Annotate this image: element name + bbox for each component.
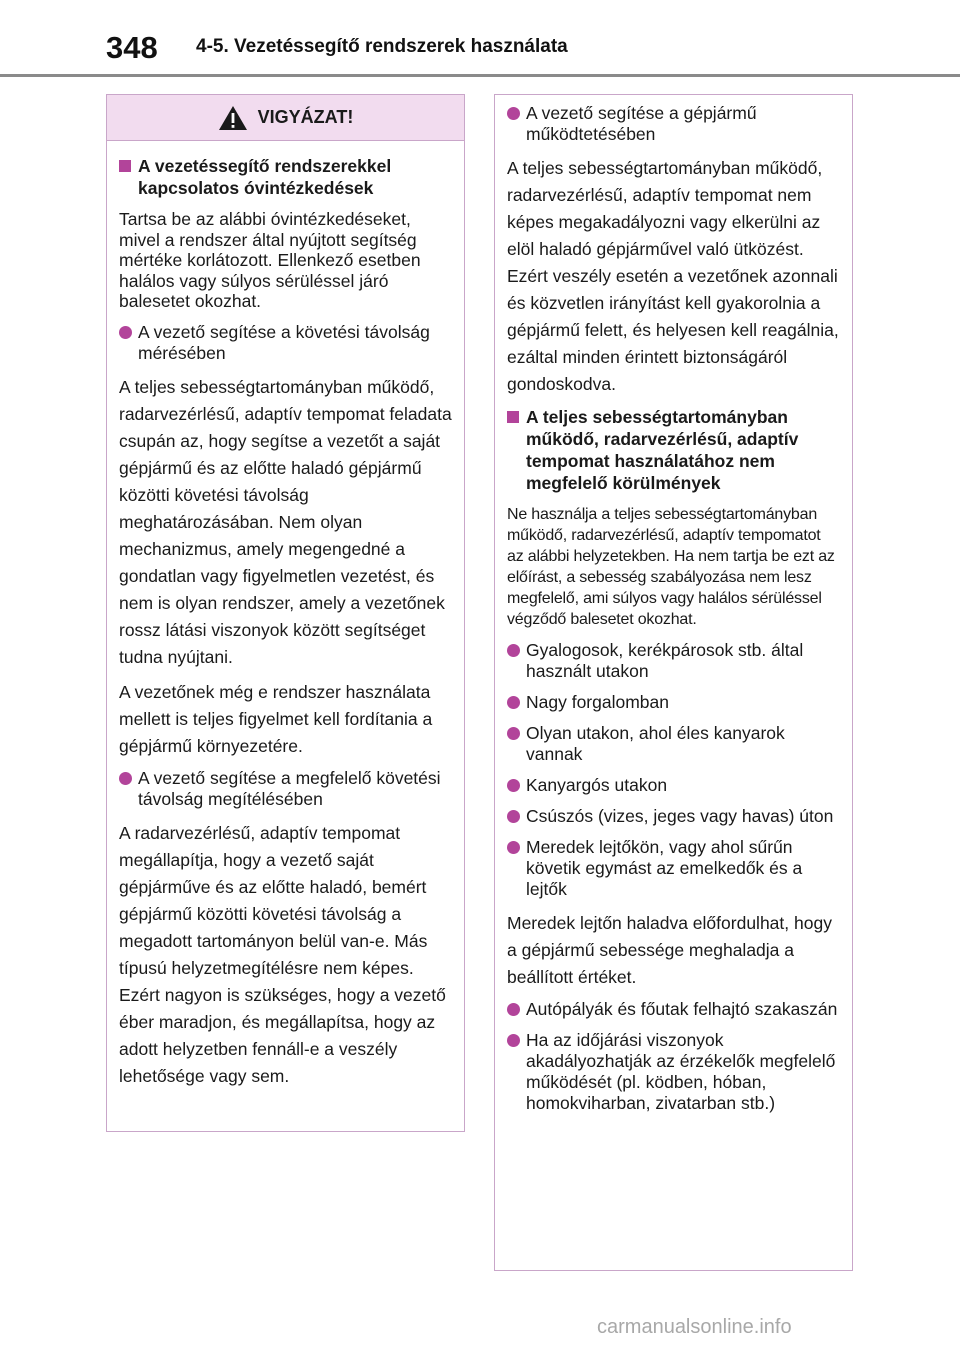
warning-content-left [107,141,464,1090]
condition-item: Meredek lejtőkön, vagy ahol sűrűn követik egymást az emelkedők és a lejtők [507,837,840,900]
paragraph-distance-measurement: A teljes sebességtartományban működő, radarvezérlésű, adaptív tempomat feladata csupán az, hogy segítse a vezetőt a saját gépjármű és az előtte haladó gépjármű közötti követési távolság meghatározásában. Nem olyan mechanizmus, amely megengedné a gondatlan vagy figyelmetlen vezetést, és nem is olyan rendszer, amely a vezetőnek rossz látási viszonyok között segítséget tudna nyújtani. [119,376,452,667]
paragraph-vehicle-operation: A teljes sebességtartományban működő, radarvezérlésű, adaptív tempomat nem képes megakadályozni vagy elkerülni az elöl haladó gépjárművel való ütközést. Ezért veszély esetén a vezetőnek azonnali és közvetlen irányítást kell gyakorolnia a gépjármű felett, és helyesen kell reagálnia, ezáltal minden érintett biztonságáról gondoskodva. [507,158,839,394]
warning-box-continued [494,94,853,1271]
section-title: 4-5. Vezetéssegítő rendszerek használata [196,36,568,57]
bullet-distance-judgement: A vezető segítése a megfelelő követési távolság megítélésében [119,768,452,810]
warning-box [106,94,465,1132]
condition-item: Nagy forgalomban [507,692,840,713]
paragraph-driver-attention: A vezetőnek még e rendszer használata mellett is teljes figyelmet kell fordítania a gépjármű környezetére. [119,681,433,756]
heading-precautions: A vezetéssegítő rendszerekkel kapcsolatos óvintézkedések [119,155,452,199]
condition-item: Autópályák és főutak felhajtó szakaszán [507,999,840,1020]
page-number: 348 [106,30,158,65]
precaution-paragraph: Tartsa be az alábbi óvintézkedéseket, mivel a rendszer által nyújtott segítség mértéke korlátozott. Ellenkező esetben halálos vagy súlyos sérüléssel járó balesetet okozhat. [119,209,421,311]
paragraph-slope-speed: Meredek lejtőn haladva előfordulhat, hogy a gépjármű sebessége meghaladja a beállított értéket. [507,913,832,987]
condition-item: Olyan utakon, ahol éles kanyarok vannak [507,723,840,765]
page-header [0,0,960,80]
condition-item: Csúszós (vizes, jeges vagy havas) úton [507,806,840,827]
watermark: carmanualsonline.info [597,1316,792,1338]
warning-title: VIGYÁZAT! [257,107,354,127]
heading-unsuitable-conditions: A teljes sebességtartományban működő, radarvezérlésű, adaptív tempomat használatához nem megfelelő körülmények [507,406,840,494]
condition-item: Ha az időjárási viszonyok akadályozhatják az érzékelők megfelelő működését (pl. ködben, hóban, homokviharban, zivatarban stb.) [507,1030,840,1114]
warning-triangle-icon [218,105,248,131]
header-divider [0,74,960,77]
warning-header [107,95,464,141]
paragraph-unsuitable-conditions: Ne használja a teljes sebességtartományban működő, radarvezérlésű, adaptív tempomatot az alábbi helyzetekben. Ha nem tartja be ezt az előírást, a sebesség szabályozása nem lesz megfelelő, ami súlyos vagy halálos sérüléssel végződő balesetet okozhat. [507,506,835,628]
condition-item: Gyalogosok, kerékpárosok stb. által használt utakon [507,640,840,682]
warning-content-right [495,95,852,1114]
bullet-distance-measurement: A vezető segítése a követési távolság mérésében [119,322,452,364]
condition-item: Kanyargós utakon [507,775,840,796]
bullet-vehicle-operation: A vezető segítése a gépjármű működtetésében [507,103,840,145]
paragraph-distance-judgement: A radarvezérlésű, adaptív tempomat megállapítja, hogy a vezető saját gépjárműve és az előtte haladó, bemért gépjármű közötti követési távolság a megadott tartományon belül van-e. Más típusú helyzetmegítélésre nem képes. Ezért nagyon is szükséges, hogy a vezető éber maradjon, és megállapítsa, hogy az adott helyzetben fennáll-e a veszély lehetősége vagy sem. [119,822,446,1086]
